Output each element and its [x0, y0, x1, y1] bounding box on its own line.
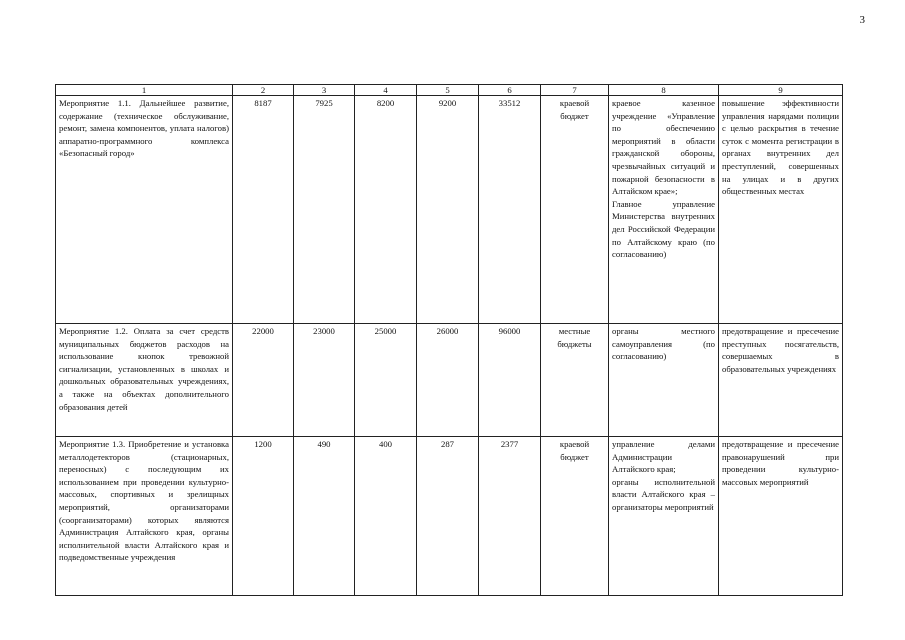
- value-cell: 26000: [417, 324, 479, 437]
- column-header: 4: [355, 85, 417, 96]
- column-header: 3: [294, 85, 355, 96]
- column-header: 6: [479, 85, 541, 96]
- result-cell: предотвращение и пресечение правонарушений при проведении культурно-массовых мероприятий: [719, 437, 843, 596]
- value-cell: 1200: [233, 437, 294, 596]
- value-cell: 400: [355, 437, 417, 596]
- total-cell: 2377: [479, 437, 541, 596]
- column-header: 9: [719, 85, 843, 96]
- table-row: [56, 437, 843, 596]
- source-cell: местные бюджеты: [541, 324, 609, 437]
- executor-cell: краевое казенное учреждение «Управление по обеспечению мероприятий в области гражданской обороны, чрезвычайных ситуаций и пожарной безопасности в Алтайском крае»; Главное управление Министерства внутренних дел Российской Федерации по Алтайскому краю (по согласованию): [609, 96, 719, 324]
- column-header: 1: [56, 85, 233, 96]
- event-cell: Мероприятие 1.2. Оплата за счет средств муниципальных бюджетов расходов на использование кнопок тревожной сигнализации, установленных в школах и дошкольных образовательных учреждениях, а также на объектах дополнительного образования детей: [56, 324, 233, 437]
- source-cell: краевой бюджет: [541, 96, 609, 324]
- value-cell: 9200: [417, 96, 479, 324]
- column-header: 5: [417, 85, 479, 96]
- event-cell: Мероприятие 1.1. Дальнейшее развитие, содержание (техническое обслуживание, ремонт, замена компонентов, уплата налогов) аппаратно-программного комплекса «Безопасный город»: [56, 96, 233, 324]
- executor-cell: органы местного самоуправления (по согласованию): [609, 324, 719, 437]
- value-cell: 23000: [294, 324, 355, 437]
- value-cell: 8200: [355, 96, 417, 324]
- header-row: [56, 85, 843, 96]
- value-cell: 7925: [294, 96, 355, 324]
- result-cell: повышение эффективности управления нарядами полиции с целью раскрытия в течение суток с момента регистрации в органах внутренних дел преступлений, совершенных на улицах и в других общественных местах: [719, 96, 843, 324]
- column-header: 7: [541, 85, 609, 96]
- column-header: 8: [609, 85, 719, 96]
- program-table: [55, 84, 843, 596]
- value-cell: 490: [294, 437, 355, 596]
- table-row: [56, 324, 843, 437]
- source-cell: краевой бюджет: [541, 437, 609, 596]
- result-cell: предотвращение и пресечение преступных посягательств, совершаемых в образовательных учреждениях: [719, 324, 843, 437]
- page-number: 3: [859, 14, 865, 26]
- total-cell: 33512: [479, 96, 541, 324]
- value-cell: 287: [417, 437, 479, 596]
- value-cell: 8187: [233, 96, 294, 324]
- column-header: 2: [233, 85, 294, 96]
- executor-cell: управление делами Администрации Алтайского края; органы исполнительной власти Алтайского края – организаторы мероприятий: [609, 437, 719, 596]
- event-cell: Мероприятие 1.3. Приобретение и установка металлодетекторов (стационарных, переносных) с последующим их использованием при проведении культурно-массовых, спортивных и зрелищных мероприятий, организаторами (соорганизаторами) которых являются Администрация Алтайского края, органы исполнительной власти Алтайского края и подведомственные учреждения: [56, 437, 233, 596]
- value-cell: 25000: [355, 324, 417, 437]
- value-cell: 22000: [233, 324, 294, 437]
- table-row: [56, 96, 843, 324]
- total-cell: 96000: [479, 324, 541, 437]
